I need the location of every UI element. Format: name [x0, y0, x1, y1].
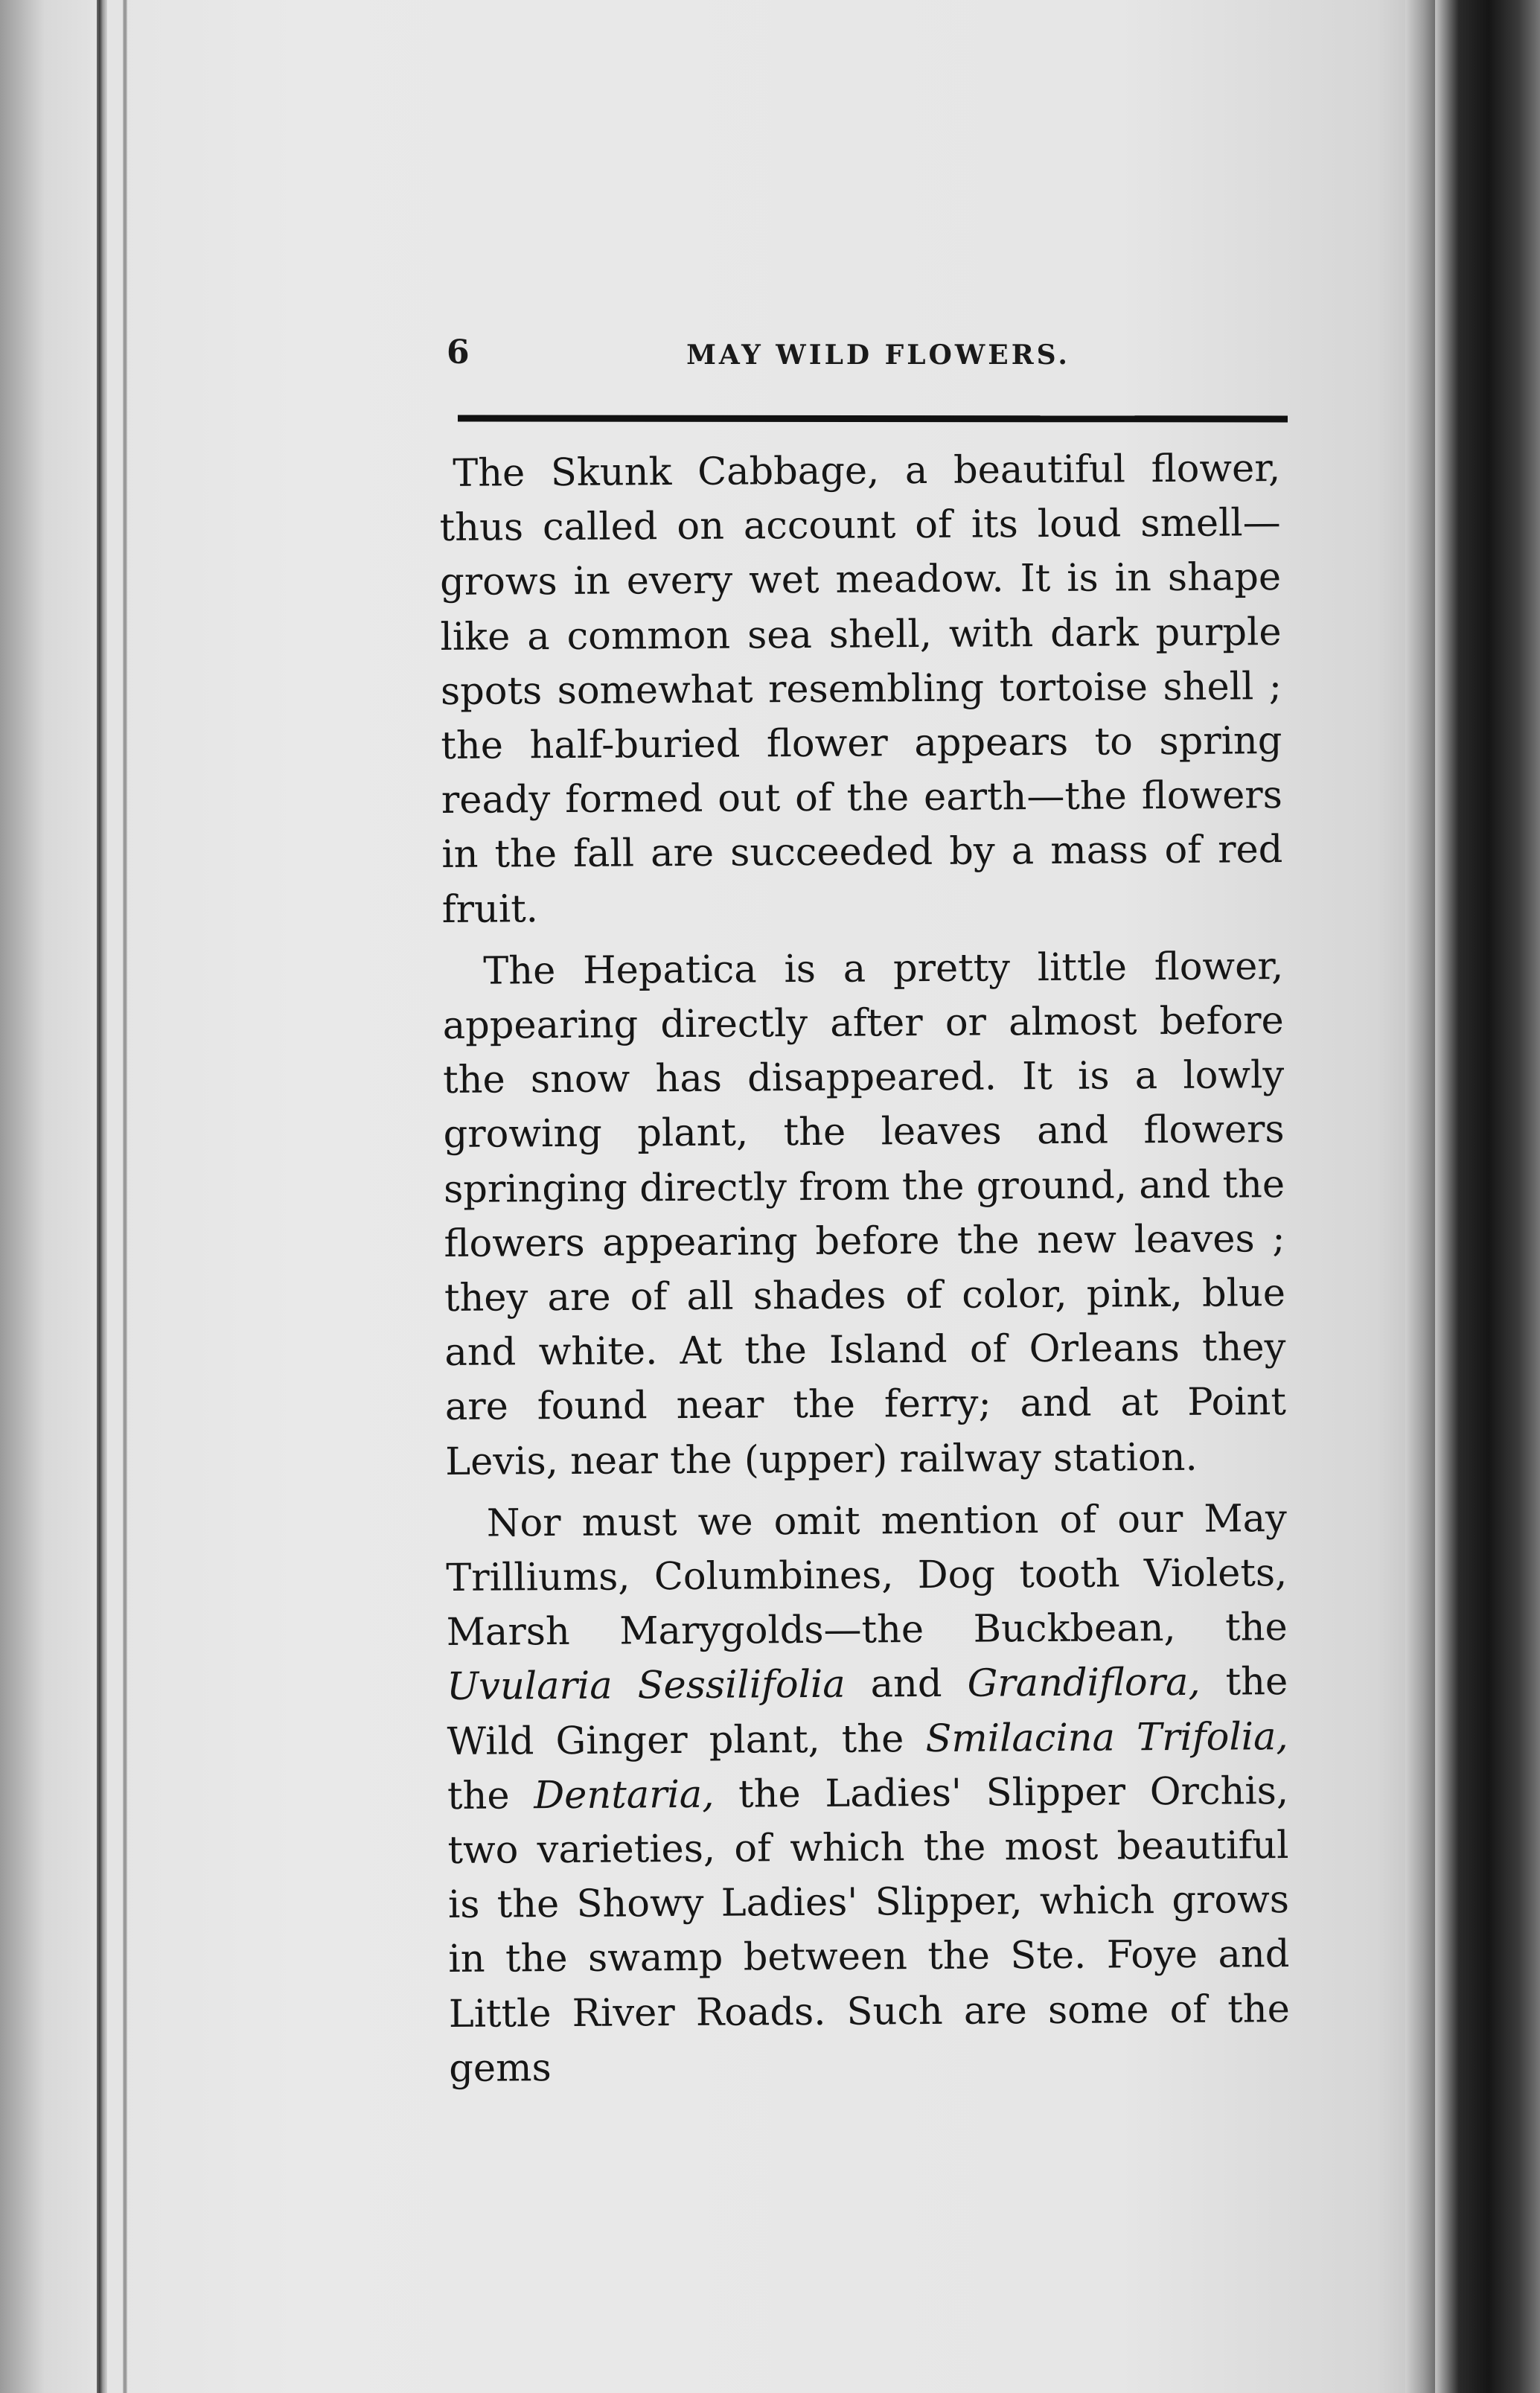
- paragraph-may-flowers: [446, 1492, 1291, 2096]
- running-head: MAY WILD FLOWERS.: [686, 339, 1070, 371]
- paragraph-text: the Wild Ginger plant, the: [447, 1660, 1288, 1764]
- paragraph-hepatica: The Hepatica is a pretty little flower, appearing directly after or almost before the snow has disappeared. It is a lowly growing plant, the leaves and flowers springing directly from the ground, and the flowers appearing before the new leaves ; they are of all shades of color, pink, blue and white. At the Island of Orleans they are found near the ferry; and at Point Levis, near the (upper) railway station.: [442, 944, 1287, 1484]
- paragraph-text: the: [447, 1774, 534, 1818]
- page-number: 6: [447, 333, 470, 371]
- paragraph-text: the Ladies' Slipper Orchis, two varieties, of which the most beautiful is the Showy Ladies' Slipper, which grows in the swamp between the Ste. Foye and Little River Roads. Such are some of the gems: [447, 1769, 1291, 2091]
- body-text: [439, 441, 1291, 2096]
- binding-edge-left-inner: [123, 0, 127, 2393]
- italic-species-name: Uvularia Sessilifolia: [447, 1663, 846, 1710]
- paragraph-text: and: [845, 1662, 968, 1707]
- italic-species-name: Smilacina Trifolia,: [925, 1714, 1288, 1761]
- italic-species-name: Dentaria,: [534, 1772, 715, 1818]
- page-header: [447, 328, 1280, 387]
- italic-species-name: Grandiflora,: [967, 1661, 1201, 1707]
- page-edge-right: [1405, 0, 1435, 2393]
- paragraph-skunk-cabbage: The Skunk Cabbage, a beautiful flower, thus called on account of its loud smell— grows in every wet meadow. It is in shape like a common sea shell, with dark purple spots somewhat resembling tortoise shell ; the half-buried flower appears to spring ready formed out of the earth—the flowers in the fall are succeeded by a mass of red fruit.: [439, 447, 1283, 932]
- binding-edge-left: [97, 0, 107, 2393]
- paragraph-text: Nor must we omit mention of our May Trilliums, Columbines, Dog tooth Violets, Marsh Marygolds—the Buckbean, the: [446, 1496, 1288, 1655]
- header-rule: [458, 415, 1288, 423]
